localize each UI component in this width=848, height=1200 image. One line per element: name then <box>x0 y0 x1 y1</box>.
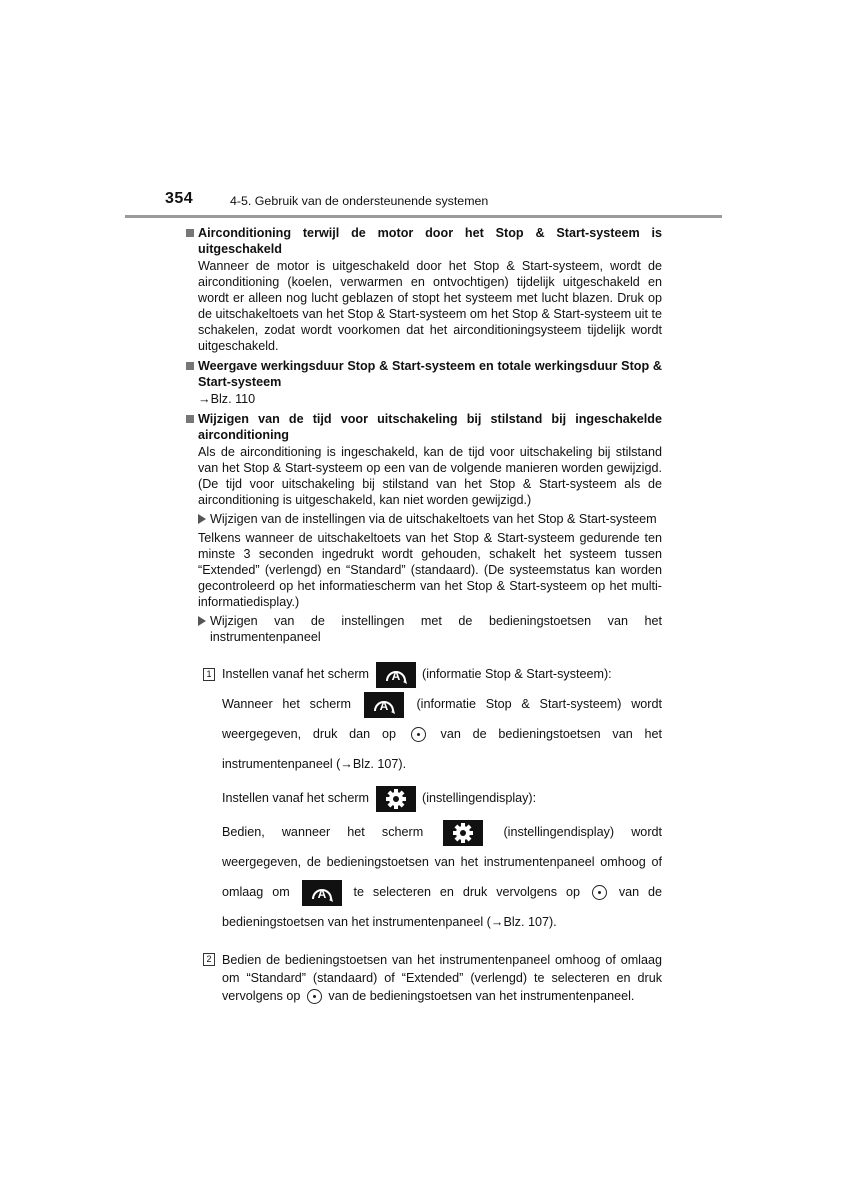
section-title: 4-5. Gebruik van de ondersteunende systemen <box>230 194 489 208</box>
heading-operating-time <box>186 358 662 390</box>
page-content <box>186 224 662 1005</box>
gear-icon <box>376 786 416 812</box>
page-reference: →Blz. 110 <box>198 392 256 406</box>
subheading-text: Wijzigen van de instellingen via de uitschakeltoets van het Stop & Start-systeem <box>210 512 657 526</box>
step-text: Instellen vanaf het scherm <box>222 667 370 681</box>
step-text: (informatie Stop & Start-systeem) wordt weergegeven, druk dan op <box>222 697 662 741</box>
heading-ac-engine-stopped <box>186 225 662 257</box>
step-text: Bedien de bedieningstoetsen van het instrumentenpaneel omhoog of omlaag om “Standard” (standaard) of “Extended” (verlengd) te selecteren en druk vervolgens op <box>222 953 662 1003</box>
header-divider <box>125 215 722 218</box>
heading-change-stop-time <box>186 411 662 443</box>
enter-button-icon <box>592 885 607 900</box>
square-bullet-icon <box>186 362 194 370</box>
step-text: (instellingendisplay): <box>422 791 537 805</box>
square-bullet-icon <box>186 229 194 237</box>
triangle-bullet-icon <box>198 616 206 626</box>
stop-start-icon <box>364 692 404 718</box>
triangle-bullet-icon <box>198 514 206 524</box>
page-number: 354 <box>165 190 194 207</box>
step-2 <box>186 951 662 1005</box>
paragraph-cancel-switch: Telkens wanneer de uitschakeltoets van het Stop & Start-systeem gedurende ten minste 3 seconden ingedrukt wordt gehouden, schakelt het systeem tussen “Extended” (verlengd) en “Standard” (standaard). (De systeemstatus kan worden gecontroleerd op het informatiescherm van het Stop & Start-systeem op het multi-informatiedisplay.) <box>198 531 662 609</box>
step-text: te selecteren en druk vervolgens op <box>353 885 581 899</box>
heading-text: Airconditioning terwijl de motor door het Stop & Start-systeem is uitgeschakeld <box>198 226 662 256</box>
step-text: van de bedieningstoetsen van het instrumentenpaneel (→Blz. 107). <box>222 727 662 771</box>
step-text: van de bedieningstoetsen van het instrumentenpaneel. <box>328 989 635 1003</box>
step-text: van de bedieningstoetsen van het instrumentenpaneel (→Blz. 107). <box>222 885 663 929</box>
step-number: 1 <box>203 668 215 681</box>
stop-start-icon <box>376 662 416 688</box>
enter-button-icon <box>307 989 322 1004</box>
subheading-text: Wijzigen van de instellingen met de bedieningstoetsen van het instrumentenpaneel <box>210 614 662 644</box>
gear-icon <box>443 820 483 846</box>
step-1-para-c <box>186 783 662 813</box>
heading-text: Wijzigen van de tijd voor uitschakeling bij stilstand bij ingeschakelde airconditioning <box>198 412 662 442</box>
stop-start-icon <box>302 880 342 906</box>
step-1 <box>186 659 662 689</box>
square-bullet-icon <box>186 415 194 423</box>
step-text: Wanneer het scherm <box>222 697 351 711</box>
paragraph-ac-engine-stopped: Wanneer de motor is uitgeschakeld door het Stop & Start-systeem, wordt de airconditioning (koelen, verwarmen en ontvochtigen) tijdelijk uitgeschakeld en wordt er alleen nog lucht geblazen of stopt het systeem met lucht blazen. Druk op de uitschakeltoets van het Stop & Start-systeem om het Stop & Start-systeem uit te schakelen, zodat wordt voorkomen dat het airconditioningsysteem tijdelijk wordt uitgeschakeld. <box>198 259 662 353</box>
enter-button-icon <box>411 727 426 742</box>
step-1-para-d <box>186 817 662 937</box>
step-text: Bedien, wanneer het scherm <box>222 825 424 839</box>
subheading-meter-switches <box>186 613 662 645</box>
step-1-para-b <box>186 689 662 779</box>
step-text: Instellen vanaf het scherm <box>222 791 370 805</box>
svg-text:A: A <box>379 698 389 713</box>
heading-text: Weergave werkingsduur Stop & Start-systeem en totale werkingsduur Stop & Start-systeem <box>198 359 662 389</box>
subheading-cancel-switch <box>186 511 662 527</box>
step-number: 2 <box>203 953 215 966</box>
svg-text:A: A <box>391 668 400 683</box>
step-text: (instellingendisplay) wordt weergegeven, de bedieningstoetsen van het instrumentenpaneel omhoog of omlaag om <box>222 825 663 899</box>
paragraph-change-stop-time: Als de airconditioning is ingeschakeld, kan de tijd voor uitschakeling bij stilstand van het Stop & Start-systeem op een van de volgende manieren worden gewijzigd. (De tijd voor uitschakeling bij stilstand van het Stop & Start-systeem als de airconditioning is uitgeschakeld, kan niet worden gewijzigd.) <box>198 445 662 507</box>
svg-text:A: A <box>317 886 326 901</box>
step-text: (informatie Stop & Start-systeem): <box>422 667 612 681</box>
